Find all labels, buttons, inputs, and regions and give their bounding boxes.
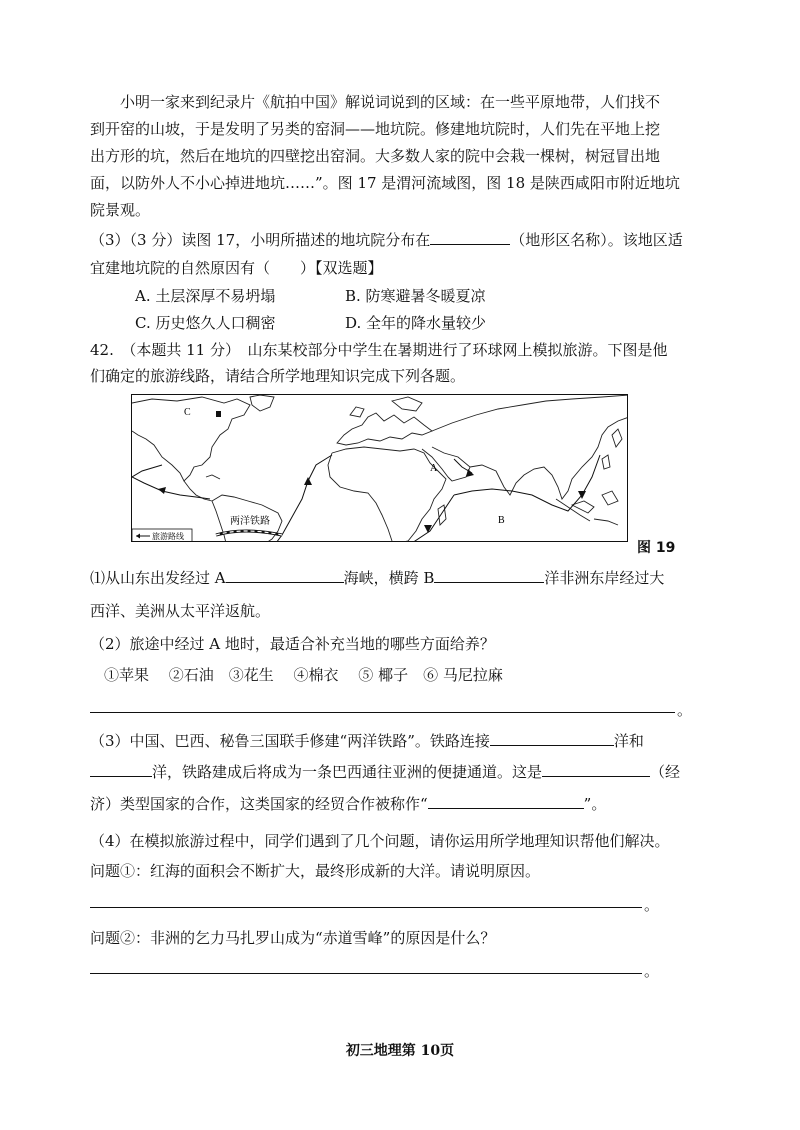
label-c: C bbox=[184, 407, 191, 418]
q41-3-prefix: （3）（3 分）读图 17，小明所描述的地坑院分布在 bbox=[90, 231, 431, 249]
map-legend bbox=[132, 529, 192, 542]
q1-part-2: 海峡，横跨 B bbox=[343, 569, 435, 587]
answer-blank-ocean-1[interactable] bbox=[490, 731, 614, 746]
q4-line-1: （4）在模拟旅游过程中，同学们遇到了几个问题，请你运用所学地理知识帮他们解决。 bbox=[90, 832, 670, 850]
asia-coast bbox=[432, 395, 628, 499]
caribbean-islands bbox=[206, 475, 220, 479]
q42-line-1: 42. （本题共 11 分） 山东某校部分中学生在暑期进行了环球网上模拟旅游。下图是他 bbox=[90, 341, 668, 359]
legend-label: 旅游路线 bbox=[152, 532, 184, 541]
option-b: B. 防寒避暑冬暖夏凉 bbox=[345, 287, 486, 305]
intro-line-4: 面，以防外人不小心掉进地坑……”。图 17 是渭河流域图，图 18 是陕西咸阳市附近地坑 bbox=[90, 174, 680, 192]
railway-label: 两洋铁路 bbox=[230, 516, 270, 527]
q3-part-5: 济）类型国家的合作，这类国家的经贸合作被称作“ bbox=[90, 795, 428, 813]
scandinavia bbox=[392, 397, 422, 411]
q1-line-2: 西洋、美洲从太平洋返航。 bbox=[90, 602, 271, 620]
q1-part-1: ⑴从山东出发经过 A bbox=[90, 569, 226, 587]
q3-part-1: （3）中国、巴西、秘鲁三国联手修建“两洋铁路”。铁路连接 bbox=[90, 732, 490, 750]
central-america-coast bbox=[184, 481, 212, 501]
q3-part-6: ”。 bbox=[583, 795, 607, 813]
answer-line-problem-1[interactable] bbox=[90, 907, 642, 908]
q3-part-2: 洋和 bbox=[613, 732, 644, 750]
route-atlantic bbox=[276, 455, 332, 542]
answer-line-problem-2[interactable] bbox=[90, 973, 642, 974]
map-drawing bbox=[132, 395, 628, 542]
great-lakes bbox=[216, 411, 221, 417]
coastlines bbox=[132, 395, 628, 542]
figure-19-caption: 图 19 bbox=[637, 540, 676, 556]
q3-line-2 bbox=[90, 762, 680, 782]
option-d: D. 全年的降水量较少 bbox=[345, 314, 487, 332]
label-b: B bbox=[498, 515, 505, 526]
answer-blank-economy-type[interactable] bbox=[542, 762, 650, 777]
q2-options: ①苹果 ②石油 ③花生 ④棉衣 ⑤ 椰子 ⑥ 马尼拉麻 bbox=[104, 666, 503, 684]
problem-1: 问题①：红海的面积会不断扩大，最终形成新的大洋。请说明原因。 bbox=[90, 862, 541, 880]
answer-blank-landform[interactable] bbox=[430, 230, 510, 245]
route-return bbox=[132, 465, 162, 477]
q3-line-3 bbox=[90, 794, 606, 814]
railway-symbol bbox=[216, 531, 282, 535]
label-a: A bbox=[430, 463, 438, 474]
option-a: A. 土层深厚不易坍塌 bbox=[135, 287, 276, 305]
q41-3-suffix: （地形区名称）。该地区适 bbox=[510, 231, 683, 249]
answer-line-q2[interactable] bbox=[90, 712, 675, 713]
q41-3-line bbox=[90, 230, 683, 250]
british-isles bbox=[350, 407, 364, 417]
philippines bbox=[602, 455, 610, 469]
route-arrow-3 bbox=[158, 487, 166, 494]
problem-2-end: 。 bbox=[644, 962, 660, 980]
q41-3-line-2: 宜建地坑院的自然原因有（ ）【双选题】 bbox=[90, 259, 383, 277]
q42-line-2: 们确定的旅游线路，请结合所学地理知识完成下列各题。 bbox=[90, 367, 466, 385]
indonesia-islands bbox=[556, 499, 618, 525]
borneo bbox=[602, 491, 618, 505]
japan bbox=[612, 429, 622, 447]
intro-line-1: 小明一家来到纪录片《航拍中国》解说词说到的区域：在一些平原地带，人们找不 bbox=[120, 93, 661, 111]
q1-part-3: 洋非洲东岸经过大 bbox=[544, 569, 665, 587]
problem-2: 问题②：非洲的乞力马扎罗山成为“赤道雪峰”的原因是什么？ bbox=[90, 929, 496, 947]
q2-line-1: （2）旅途中经过 A 地时，最适合补充当地的哪些方面给养？ bbox=[90, 635, 495, 653]
europe-coast bbox=[337, 413, 432, 445]
problem-1-end: 。 bbox=[644, 896, 660, 914]
route-arrow-2 bbox=[304, 477, 312, 485]
q3-part-3: 洋，铁路建成后将成为一条巴西通往亚洲的便捷通道。这是 bbox=[152, 763, 543, 781]
q2-end: 。 bbox=[677, 701, 693, 719]
intro-line-3: 出方形的坑，然后在地坑的四壁挖出窑洞。大多数人家的院中会栽一棵树，树冠冒出地 bbox=[90, 147, 661, 165]
q3-part-4: （经 bbox=[650, 763, 681, 781]
answer-blank-strait[interactable] bbox=[226, 568, 344, 583]
answer-blank-cooperation[interactable] bbox=[428, 794, 584, 809]
answer-blank-ocean-b[interactable] bbox=[434, 568, 544, 583]
q3-line-1 bbox=[90, 731, 644, 751]
intro-line-2: 到开窑的山坡，于是发明了另类的窑洞——地坑院。修建地坑院时，人们先在平地上挖 bbox=[90, 120, 661, 138]
world-route-map bbox=[131, 394, 628, 542]
route-arrows bbox=[158, 469, 586, 533]
answer-blank-ocean-2[interactable] bbox=[90, 762, 152, 777]
option-c: C. 历史悠久人口稠密 bbox=[135, 314, 276, 332]
greenland bbox=[250, 395, 274, 411]
intro-line-5: 院景观。 bbox=[90, 201, 151, 219]
q1-line-1 bbox=[90, 568, 664, 588]
page-footer: 初三地理第 10页 bbox=[345, 1043, 455, 1059]
